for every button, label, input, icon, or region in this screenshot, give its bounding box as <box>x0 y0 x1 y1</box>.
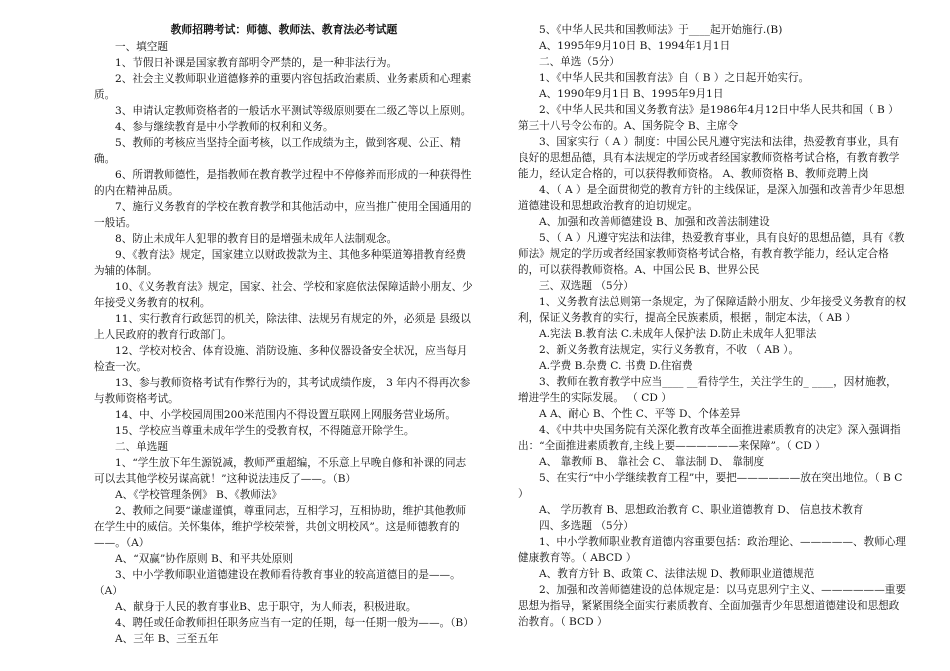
document-title: 教师招聘考试：师德、教师法、教育法必考试题 <box>170 23 398 36</box>
left-paragraph: 4、聘任或任命教师担任职务应当有一定的任期，每一任期一般为——。（B） <box>115 617 474 629</box>
left-paragraph: A、“双赢”协作原则 B、和平共处原则 <box>115 553 293 565</box>
right-paragraph: 5、《中华人民共和国教师法》于____起开始施行.(B) <box>539 24 783 36</box>
left-paragraph: 7、施行义务教育的学校在教育教学和其他活动中，应当推广使用全国通用的一般话。 <box>94 201 472 229</box>
right-paragraph: A、 学历教育 B、思想政治教育 C、职业道德教育 D、 信息技术教育 <box>539 504 864 516</box>
right-paragraph: A.学费 B.杂费 C. 书费 D.住宿费 <box>539 360 693 372</box>
left-paragraph: 3、中小学教师职业道德建设在教师看待教育事业的较高道德目的是——。（A） <box>94 569 461 597</box>
left-paragraph: A、三年 B、三至五年 <box>115 633 219 645</box>
left-paragraph: 12、学校对校舍、体育设施、消防设施、多种仪器设备安全状况，应当每月检查一次。 <box>94 345 468 373</box>
left-paragraph: 8、防止未成年人犯罪的教育目的是增强未成年人法制观念。 <box>115 233 398 245</box>
left-paragraphs <box>94 39 474 647</box>
left-paragraph: 4、参与继续教育是中小学教师的权利和义务。 <box>115 121 334 133</box>
left-paragraph: 2、社会主义教师职业道德修养的重要内容包括政治素质、业务素质和心理素质。 <box>94 73 472 101</box>
left-paragraph: A、献身于人民的教育事业B、忠于职守，为人师表，积极进取。 <box>115 601 417 613</box>
left-paragraph: 9、《教育法》规定，国家建立以财政拨款为主、其他多种渠道筹措教育经费为辅的体制。 <box>94 249 467 277</box>
right-paragraph: A、1990年9月1日 B、1995年9月1日 <box>539 88 724 100</box>
right-paragraph: A.宪法 B.教育法 C.未成年人保护法 D.防止未成年人犯罪法 <box>539 328 817 340</box>
left-paragraph: 6、所谓教师德性，是指教师在教育教学过程中不停修养而形成的一种获得性的内在精神品质。 <box>94 169 472 197</box>
right-paragraph: 二、单选（5分） <box>539 56 620 68</box>
left-paragraph: 1、“学生放下年生源锐减，教师严重超编，不乐意上早晚自修和补课的同志可以去其他学校另谋高就！”这种说法违反了——。（B） <box>94 457 467 485</box>
right-paragraph: A、 靠教师 B、 靠社会 C、 靠法制 D、 靠制度 <box>539 456 765 468</box>
left-paragraph: A、《学校管理条例》 B、《教师法》 <box>115 489 283 501</box>
left-paragraph: 一、填空题 <box>115 41 168 53</box>
right-paragraph: 3、教师在教育教学中应当____ __看待学生，关注学生的_ ____，因材施教，增进学生的实际发展。 （ CD ） <box>518 376 897 404</box>
right-paragraphs <box>518 22 906 630</box>
right-paragraph: 5、在实行“中小学继续教育工程”中，要把——————放在突出地位。（ B C ） <box>518 472 903 500</box>
right-paragraph: 1、中小学教师职业教育道德内容重要包括：政治理论、—————、教师心理健康教育等。（ ABCD ） <box>518 536 906 564</box>
right-paragraph: 三、双选题 （5分） <box>539 280 634 292</box>
right-paragraph: 2、新义务教育法规定，实行义务教育，不收 （ AB ）。 <box>539 344 800 356</box>
right-paragraph: 3、国家实行（ A ）制度：中国公民凡遵守宪法和法律，热爱教育事业，具有良好的思想品德，具有本法规定的学历或者经国家教师资格考试合格，有教育教学能力，经认定合格的，可以获得教师资格。 A、教师资格 B、教师竞聘上岗 <box>518 136 900 180</box>
left-paragraph: 11、实行教育行政惩罚的机关，除法律、法规另有规定的外，必须是 县级以上人民政府的教育行政部门。 <box>94 313 471 341</box>
left-paragraph: 2、教师之间要“谦虚谨慎，尊重同志，互相学习，互相协助，维护其他教师在学生中的威信。关怀集体，维护学校荣誉，共创文明校风”。这是师德教育的——。（A） <box>94 505 467 549</box>
right-paragraph: 1、义务教育法总则第一条规定，为了保障适龄小朋友、少年接受义务教育的权利，保证义务教育的实行，提高全民族素质，根据 ，制定本法，（ AB ） <box>518 296 906 324</box>
right-column <box>518 22 906 630</box>
right-paragraph: 1、《中华人民共和国教育法》自（ B ）之日起开始实行。 <box>539 72 810 84</box>
left-paragraph: 二、单选题 <box>115 441 168 453</box>
right-paragraph: 四、多选题 （5分） <box>539 520 634 532</box>
right-paragraph: A、加强和改善师德建设 B、加强和改善法制建设 <box>539 216 770 228</box>
left-paragraph: 5、教师的考核应当坚持全面考核，以工作成绩为主，做到客观、公正、精确。 <box>94 137 461 165</box>
right-paragraph: A A、耐心 B、个性 C、平等 D、个体差异 <box>539 408 741 420</box>
left-paragraph: 1、节假日补课是国家教育部明令严禁的，是一种非法行为。 <box>115 57 398 69</box>
right-paragraph: A、教育方针 B、政策 C、法律法规 D、教师职业道德规范 <box>539 568 815 580</box>
right-paragraph: 2、《中华人民共和国义务教育法》是1986年4月12日中华人民共和国（ B ）第三十八号令公布的。A、国务院令 B、主席令 <box>518 104 899 132</box>
right-paragraph: A、1995年9月10日 B、1994年1月1日 <box>539 40 731 52</box>
left-paragraph: 15、学校应当尊重未成年学生的受教育权，不得随意开除学生。 <box>115 425 415 437</box>
right-paragraph: 2、加强和改善师德建设的总体规定是：以马克思列宁主义、——————重要思想为指导，紧紧围绕全面实行素质教育、全面加强青少年思想道德建设和思想政治教育。（ BCD ） <box>518 584 906 628</box>
left-paragraph: 10、《义务教育法》规定，国家、社会、学校和家庭依法保障适龄小朋友、少年接受义务教育的权利。 <box>94 281 473 309</box>
left-column <box>94 22 474 647</box>
left-paragraph: 3、申请认定教师资格者的一般话水平测试等级原则要在二级乙等以上原则。 <box>115 105 472 117</box>
left-paragraph: 13、参与教师资格考试有作弊行为的，其考试成绩作废， 3 年内不得再次参与教师资格考试。 <box>94 377 471 405</box>
right-paragraph: 4、（ A ）是全面贯彻党的教育方针的主线保证，是深入加强和改善青少年思想道德建设和思想政治教育的迫切规定。 <box>518 184 905 212</box>
right-paragraph: 5、（ A ）凡遵守宪法和法律，热爱教育事业，具有良好的思想品德，具有《教师法》规定的学历或者经国家教师资格考试合格，有教育教学能力，经认定合格的，可以获得教师资格。A、中国公民 B、世界公民 <box>518 232 905 276</box>
left-paragraph: 14、中、小学校园周围200米范围内不得设置互联网上网服务营业场所。 <box>115 409 456 421</box>
right-paragraph: 4、《中共中央国务院有关深化教育改革全面推进素质教育的决定》深入强调指出：“全面推进素质教育,主线上要——————来保障”。（ CD ） <box>518 424 901 452</box>
